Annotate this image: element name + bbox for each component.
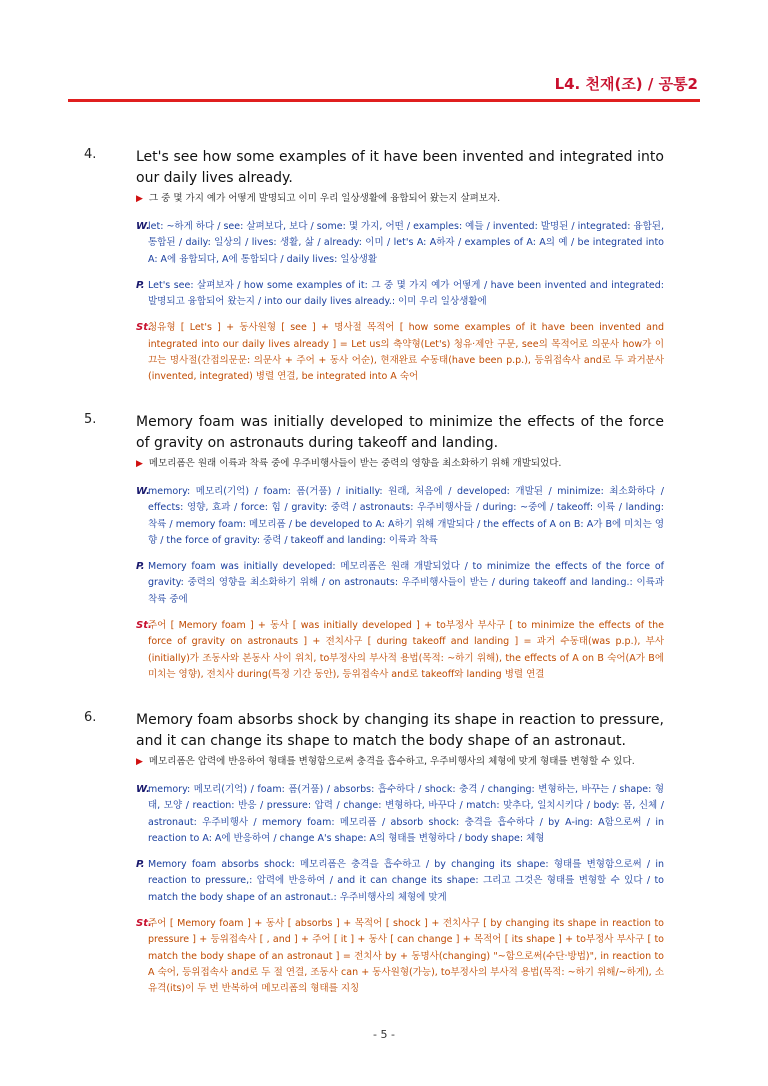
phrase-notes xyxy=(136,278,664,311)
item-4 xyxy=(84,147,664,386)
korean-translation xyxy=(136,191,664,207)
triangle-icon: ▶ xyxy=(136,757,143,767)
header-divider xyxy=(68,99,700,102)
structure-notes-text: 청유형 [ Let's ] + 동사원형 [ see ] + 명사절 목적어 [ how some examples of it have been invented and integrated into our daily lives already ] = Let us의 축약형(Let's) 청유·제안 구문, see의 목적어로 의문사 how가 이끄는 명사절(간접의문문: 의문사 + 주어 + 동사 어순), 현재완료 수동태(have been p.p.), 등위접속사 and로 두 과거분사(invented, integrated) 병렬 연결, be integrated into A 숙어 xyxy=(148,322,664,383)
phrase-notes-label: P. xyxy=(136,859,145,871)
english-sentence: Let's see how some examples of it have been invented and integrated into our daily lives already. xyxy=(136,149,664,186)
word-notes xyxy=(136,782,664,847)
structure-notes xyxy=(136,916,664,997)
item-5 xyxy=(84,412,664,683)
item-number: 4. xyxy=(84,147,97,162)
phrase-notes xyxy=(136,857,664,906)
structure-notes xyxy=(136,618,664,683)
item-number: 6. xyxy=(84,710,97,725)
structure-notes-label: St. xyxy=(136,918,152,930)
word-notes-label: W. xyxy=(136,486,150,497)
word-notes-text: let: ~하게 하다 / see: 살펴보다, 보다 / some: 몇 가지, 어떤 / examples: 예들 / invented: 발명된 / integrated: 융합된, 통합된 / daily: 일상의 / lives: 생활, 삶 / already: 이미 / let's A: A하자 / examples of A: A의 예 / be integrated into A: A에 융합되다, A에 통합되다 / daily lives: 일상생활 xyxy=(148,221,664,265)
phrase-notes-text: Memory foam was initially developed: 메모리폼은 원래 개발되었다 / to minimize the effects of the force of gravity: 중력의 영향을 최소화하기 위해 / on astronauts: 우주비행사들이 받는 / during takeoff and landing.: 이륙과 착륙 중에 xyxy=(148,561,664,605)
korean-translation xyxy=(136,754,664,770)
item-6 xyxy=(84,710,664,998)
phrase-notes-label: P. xyxy=(136,561,145,573)
word-notes-label: W. xyxy=(136,221,150,232)
word-notes-text: memory: 메모리(기억) / foam: 폼(거품) / absorbs: 흡수하다 / shock: 충격 / changing: 변형하는, 바꾸는 / shape: 형태, 모양 / reaction: 반응 / pressure: 압력 / change: 변형하다, 바꾸다 / match: 맞추다, 일치시키다 / body: 몸, 신체 / astronaut: 우주비행사 / memory foam: 메모리폼 / absorb shock: 충격을 흡수하다 / by A-ing: A함으로써 / in reaction to A: A에 반응하여 / change A's shape: A의 형태를 변형하다 / body shape: 체형 xyxy=(148,784,664,844)
phrase-notes-text: Memory foam absorbs shock: 메모리폼은 충격을 흡수하고 / by changing its shape: 형태를 변형함으로써 / in reaction to pressure,: 압력에 반응하여 / and it can change its shape: 그리고 그것은 형태를 변형할 수 있다 / to match the body shape of an astronaut.: 우주비행사의 체형에 맞게 xyxy=(148,859,664,903)
structure-notes-text: 주어 [ Memory foam ] + 동사 [ was initially developed ] + to부정사 부사구 [ to minimize the effects of the force of gravity on astronauts ] + 전치사구 [ during takeoff and landing ] = 과거 수동태(was p.p.), 부사(initially)가 조동사와 본동사 사이 위치, to부정사의 부사적 용법(목적: ~하기 위해), the effects of A on B 숙어(A가 B에 미치는 영향), 전치사 during(특정 기간 동안), 등위접속사 and로 takeoff와 landing 병렬 연결 xyxy=(148,620,664,680)
english-sentence: Memory foam was initially developed to minimize the effects of the force of gravity on astronauts during takeoff and landing. xyxy=(136,414,664,451)
korean-translation xyxy=(136,456,664,472)
translation-text: 메모리폼은 압력에 반응하여 형태를 변형함으로써 충격을 흡수하고, 우주비행사의 체형에 맞게 형태를 변형할 수 있다. xyxy=(148,756,635,767)
word-notes-label: W. xyxy=(136,784,150,795)
word-notes xyxy=(136,219,664,268)
structure-notes xyxy=(136,320,664,385)
word-notes-text: memory: 메모리(기억) / foam: 폼(거품) / initially: 원래, 처음에 / developed: 개발된 / minimize: 최소화하다 / effects: 영향, 효과 / force: 힘 / gravity: 중력 / astronauts: 우주비행사들 / during: ~중에 / takeoff: 이륙 / landing: 착륙 / memory foam: 메모리폼 / be developed to A: A하기 위해 개발되다 / the effects of A on B: A가 B에 미치는 영향 / the force of gravity: 중력 / takeoff and landing: 이륙과 착륙 xyxy=(148,486,664,546)
translation-text: 메모리폼은 원래 이륙과 착륙 중에 우주비행사들이 받는 중력의 영향을 최소화하기 위해 개발되었다. xyxy=(148,458,562,469)
structure-notes-text: 주어 [ Memory foam ] + 동사 [ absorbs ] + 목적어 [ shock ] + 전치사구 [ by changing its shape in reaction to pressure ] + 등위접속사 [ , and ] + 주어 [ it ] + 동사 [ can change ] + 목적어 [ its shape ] + to부정사 부사구 [ to match the body shape of an astronaut ] = 전치사 by + 동명사(changing) "~함으로써(수단·방법)", in reaction to A 숙어, 등위접속사 and로 두 절 연결, 조동사 can + 동사원형(가능), to부정사의 부사적 용법(목적: ~하기 위해/~하게), 소유격(its)이 두 번 반복하여 메모리폼의 형태를 지칭 xyxy=(148,918,664,995)
translation-text: 그 중 몇 가지 예가 어떻게 발명되고 이미 우리 일상생활에 융합되어 왔는지 살펴보자. xyxy=(148,193,501,204)
english-sentence: Memory foam absorbs shock by changing its shape in reaction to pressure, and it can change its shape to match the body shape of an astronaut. xyxy=(136,712,664,749)
triangle-icon: ▶ xyxy=(136,459,143,469)
phrase-notes xyxy=(136,559,664,608)
structure-notes-label: St. xyxy=(136,322,152,334)
header-title: L4. 천재(조) / 공통2 xyxy=(554,75,698,93)
phrase-notes-text: Let's see: 살펴보자 / how some examples of it: 그 중 몇 가지 예가 어떻게 / have been invented and integrated: 발명되고 융합되어 왔는지 / into our daily lives already.: 이미 우리 일상생활에 xyxy=(148,279,664,308)
structure-notes-label: St. xyxy=(136,620,152,632)
word-notes xyxy=(136,484,664,549)
page-number: - 5 - xyxy=(373,1028,395,1041)
phrase-notes-label: P. xyxy=(136,279,145,291)
item-number: 5. xyxy=(84,412,97,427)
triangle-icon: ▶ xyxy=(136,194,143,204)
